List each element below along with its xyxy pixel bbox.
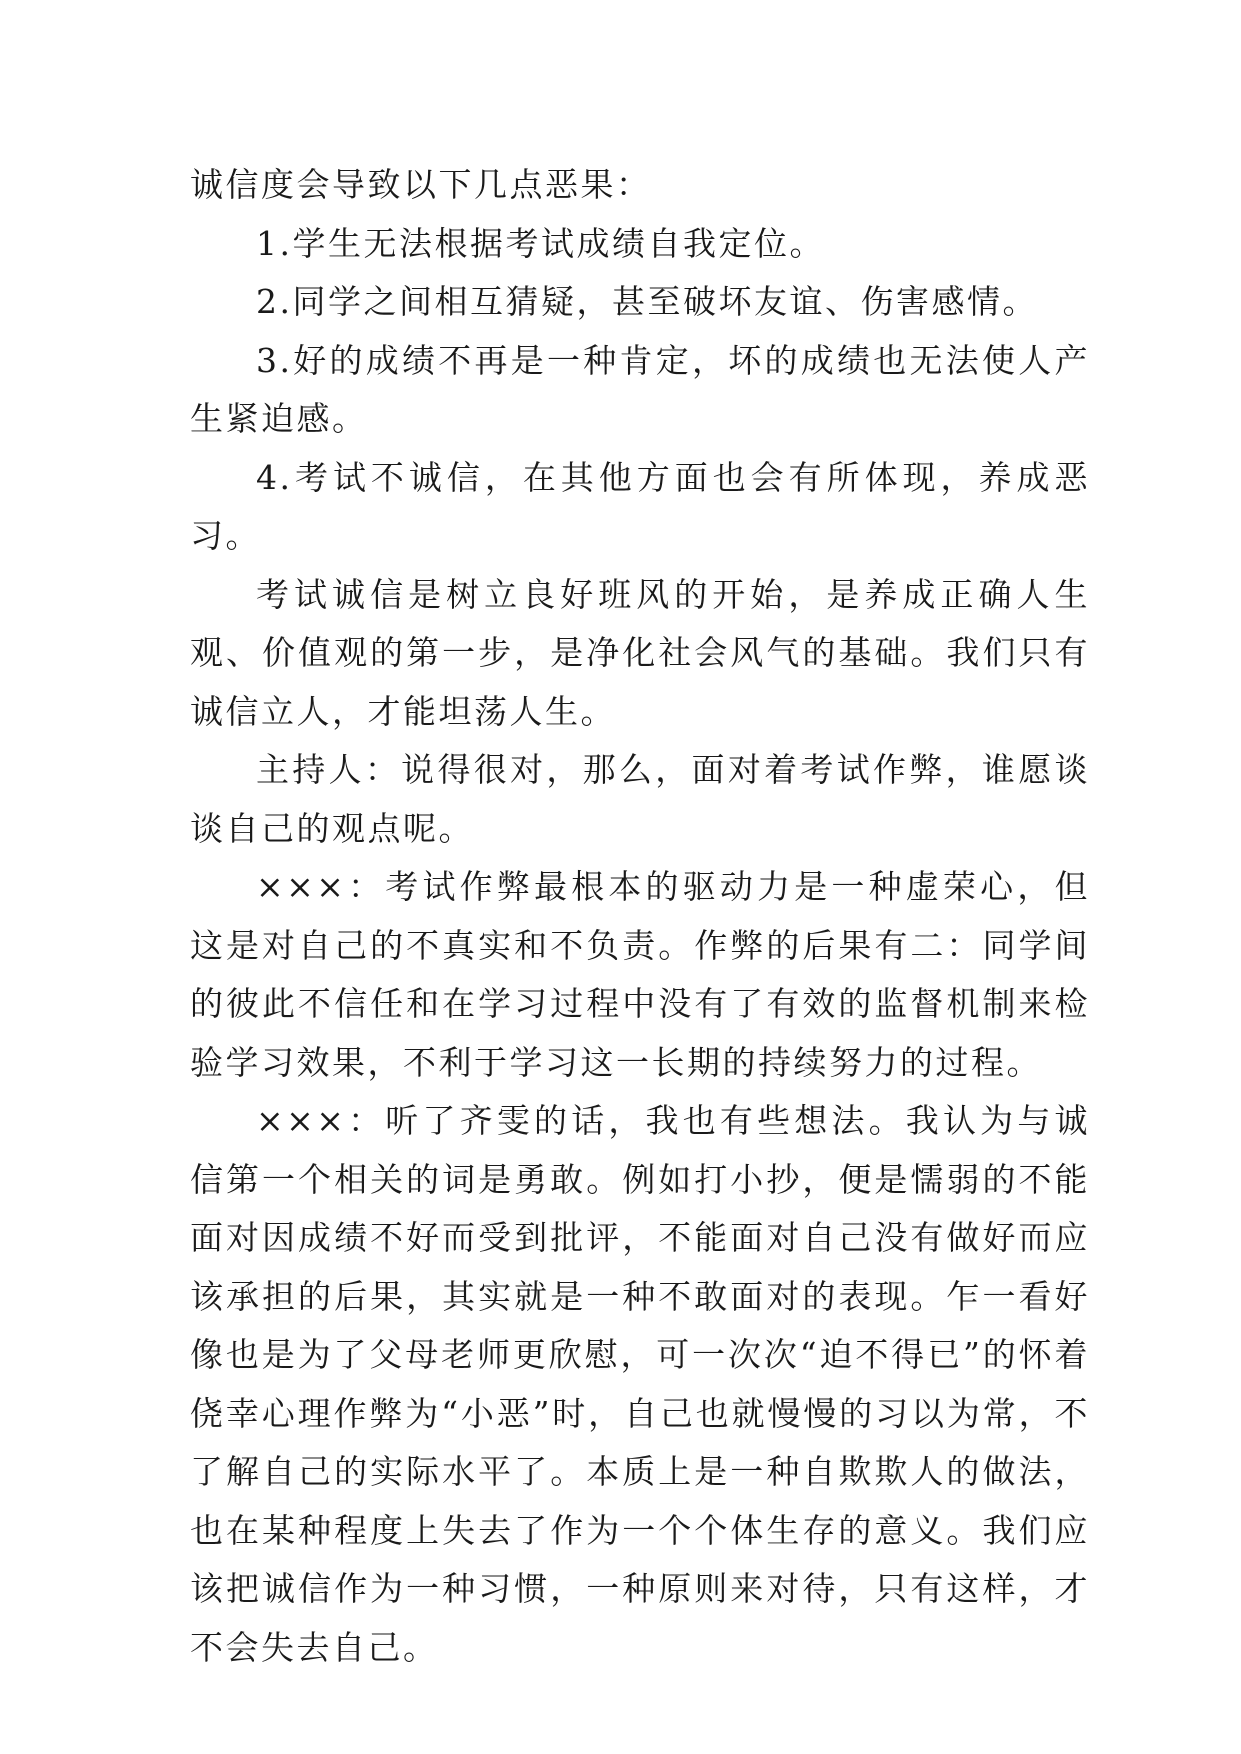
paragraph-speaker-1: ×××：考试作弊最根本的驱动力是一种虚荣心，但这是对自己的不真实和不负责。作弊的后果有二：同学间的彼此不信任和在学习过程中没有了有效的监督机制来检验学习效果，不利于学习这一长期的持续努力的过程。 [190, 867, 1090, 1082]
paragraph-host-question: 主持人：说得很对，那么，面对着考试作弊，谁愿谈谈自己的观点呢。 [190, 750, 1090, 848]
paragraph-consequences-intro: 诚信度会导致以下几点恶果： [190, 165, 652, 204]
paragraph-item-4: 4.考试不诚信，在其他方面也会有所体现，养成恶习。 [190, 457, 1090, 555]
paragraph-speaker-2: ×××：听了齐雯的话，我也有些想法。我认为与诚信第一个相关的词是勇敢。例如打小抄，便是懦弱的不能面对因成绩不好而受到批评，不能面对自己没有做好而应该承担的后果，其实就是一种不敢面对的表现。乍一看好像也是为了父母老师更欣慰，可一次次“迫不得已”的怀着侥幸心理作弊为“小恶”时，自己也就慢慢的习以为常，不了解自己的实际水平了。本质上是一种自欺欺人的做法，也在某种程度上失去了作为一个个体生存的意义。我们应该把诚信作为一种习惯，一种原则来对待，只有这样，才不会失去自己。 [190, 1101, 1090, 1667]
paragraph-exam-integrity: 考试诚信是树立良好班风的开始，是养成正确人生观、价值观的第一步，是净化社会风气的基础。我们只有诚信立人，才能坦荡人生。 [190, 574, 1090, 731]
document-body [190, 156, 1090, 1677]
paragraph-item-1: 1.学生无法根据考试成绩自我定位。 [256, 223, 825, 263]
paragraph-item-3: 3.好的成绩不再是一种肯定，坏的成绩也无法使人产生紧迫感。 [190, 340, 1090, 438]
paragraph-item-2: 2.同学之间相互猜疑，甚至破坏友谊、伤害感情。 [256, 282, 1038, 321]
